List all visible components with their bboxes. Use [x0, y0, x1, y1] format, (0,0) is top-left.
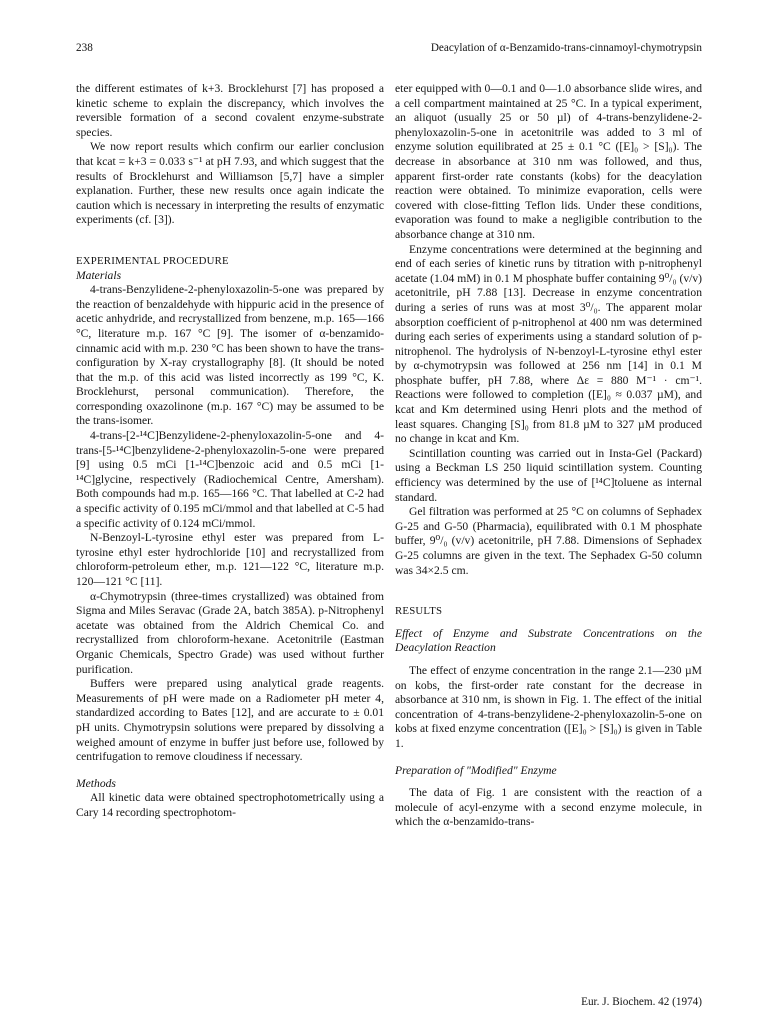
section-heading-results: RESULTS — [395, 605, 443, 618]
results-paragraph-1: The effect of enzyme concentration in the range 2.1—230 µM on kobs, the first-order rate constant for the decrease in absorbance at 310 nm, is shown in Fig. 1. The effect of the initial concentration of 4-trans-benzylidene-2-phenyloxazolin-5-one on kobs at fixed enzyme concentration ([E]₀ > [S]₀) is given in Table 1. — [395, 663, 702, 750]
materials-paragraph-3: N-Benzoyl-L-tyrosine ethyl ester was prepared from L-tyrosine ethyl ester hydrochloride [10] and recrystallized from chloroform-petroleum ether, m.p. 121—122 °C, literature m.p. 120—121 °C [11]. — [76, 531, 384, 588]
results-paragraph-2: The data of Fig. 1 are consistent with the reaction of a molecule of acyl-enzyme with a second enzyme molecule, in which the α-benzamido-trans- — [395, 786, 702, 829]
materials-paragraph-5: Buffers were prepared using analytical grade reagents. Measurements of pH were made on a Radiometer pH meter 4, standardized according to Bates [12], and are accurate to ± 0.01 pH units. Chymotrypsin solutions were prepared by dissolving a weighed amount of enzyme in buffer just before use, followed by centrifugation to remove cloudiness if necessary. — [76, 677, 384, 764]
page-header — [76, 41, 702, 57]
page-number: 238 — [76, 42, 93, 54]
methods-paragraph-2: Enzyme concentrations were determined at the beginning and end of each series of kinetic runs by titration with p-nitrophenyl acetate (1.04 mM) in 0.1 M phosphate buffer containing 9⁰/₀ (v/v) acetonitrile, pH 7.88 [13]. Decrease in enzyme concentration during a series of runs was at most 3⁰/₀. The apparent molar absorption coefficient of p-nitrophenol at 400 nm was determined during each series of experiments using a standard solution of p-nitrophenol. The hydrolysis of N-benzoyl-L-tyrosine ethyl ester by α-chymotrypsin was followed at 256 nm [14] in 0.1 M phosphate buffer, pH 7.88, where Δε = 880 M⁻¹ · cm⁻¹. Reactions were followed to completion ([E]₀ ≈ 0.037 µM), and kcat and Km determined using Henri plots and the method of least squares. Changing [S]₀ from 81.8 µM to 327 µM produced no change in kcat and Km. — [395, 242, 702, 446]
methods-paragraph-4: Gel filtration was performed at 25 °C on columns of Sephadex G-25 and G-50 (Pharmacia), equilibrated with 0.1 M phosphate buffer, 9⁰/₀ (v/v) acetonitrile, pH 7.88. Dimensions of Sephadex G-25 columns are given in the text. The Sephadex G-50 column was 34×2.5 cm. — [395, 505, 702, 577]
running-title: Deacylation of α-Benzamido-trans-cinnamoyl-chymotrypsin — [430, 42, 702, 54]
methods-paragraph-3: Scintillation counting was carried out in Insta-Gel (Packard) using a Beckman LS 250 liquid scintillation system. Counting efficiency was determined by the use of [¹⁴C]toluene as internal standard. — [395, 446, 702, 504]
right-column — [395, 82, 702, 830]
subheading-preparation: Preparation of "Modified" Enzyme — [395, 763, 557, 777]
materials-paragraph-1: 4-trans-Benzylidene-2-phenyloxazolin-5-one was prepared by the reaction of benzaldehyde with hippuric acid in the presence of acetic anhydride, and recrystallized from benzene, m.p. 165—166 °C, literature m.p. 167 °C [9]. The isomer of α-benzamido-cinnamic acid with m.p. 230 °C has been shown to have the trans-configuration by X-ray crystallography [8]. (It should be noted that the m.p. of this acid was listed incorrectly as 199 °C, K. Brocklehurst, personal communication). Therefore, the corresponding oxazolinone (m.p. 167 °C) may be assumed to be the trans-isomer. — [76, 283, 384, 428]
intro-paragraph-2: We now report results which confirm our earlier conclusion that kcat = k+3 = 0.033 s⁻¹ at pH 7.93, and which suggest that the results of Brocklehurst and Williamson [5,7] have a simpler explanation. Further, these new results once again indicate the caution which is necessary in interpreting the results of enzymatic experiments (cf. [3]). — [76, 140, 384, 227]
subheading-materials: Materials — [76, 268, 122, 282]
intro-paragraph-1: the different estimates of k+3. Brocklehurst [7] has proposed a kinetic scheme to explain the discrepancy, which involves the reversible formation of a second covalent enzyme-substrate species. — [76, 82, 384, 139]
materials-paragraph-2: 4-trans-[2-¹⁴C]Benzylidene-2-phenyloxazolin-5-one and 4-trans-[5-¹⁴C]benzylidene-2-phenyloxazolin-5-one were prepared [9] using 0.5 mCi [1-¹⁴C]benzoic acid and 0.5 mCi [1-¹⁴C]glycine, respectively (Radiochemical Centre, Amersham). Both compounds had m.p. 165—166 °C. That labelled at C-2 had a specific activity of 0.195 mCi/mmol and that labelled at C-5 had a specific activity of 0.124 mCi/mmol. — [76, 429, 384, 530]
subheading-methods: Methods — [76, 776, 116, 790]
journal-citation: Eur. J. Biochem. 42 (1974) — [581, 996, 702, 1008]
methods-paragraph-continued: eter equipped with 0—0.1 and 0—1.0 absorbance slide wires, and a cell compartment maintained at 25 °C. In a typical experiment, an aliquot (usually 25 or 50 µl) of 4-trans-benzylidene-2-phenyloxazolin-5-one in acetonitrile was added to 3 ml of enzyme solution equilibrated at 25 ± 0.1 °C ([E]₀ > [S]₀). The decrease in absorbance at 310 nm was followed, and thus, apparent first-order rate constants (kobs) for the deacylation reaction were obtained. To minimize evaporation, cells were covered with close-fitting Teflon lids. Under these conditions, evaporation was found to make a negligible contribution to the absorbance change at 310 nm. — [395, 82, 702, 241]
materials-paragraph-4: α-Chymotrypsin (three-times crystallized) was obtained from Sigma and Miles Seravac (Grade 2A, batch 385A). p-Nitrophenyl acetate was obtained from the Aldrich Chemical Co. and recrystallized from chloroform-hexane. Acetonitrile (Eastman Organic Chemicals, Spectro Grade) was used without further purification. — [76, 589, 384, 676]
left-column — [76, 82, 384, 821]
section-heading-experimental: EXPERIMENTAL PROCEDURE — [76, 254, 229, 267]
subheading-effect: Effect of Enzyme and Substrate Concentrations on the Deacylation Reaction — [395, 626, 702, 655]
methods-paragraph-1: All kinetic data were obtained spectrophotometrically using a Cary 14 recording spectrophotom- — [76, 791, 384, 819]
